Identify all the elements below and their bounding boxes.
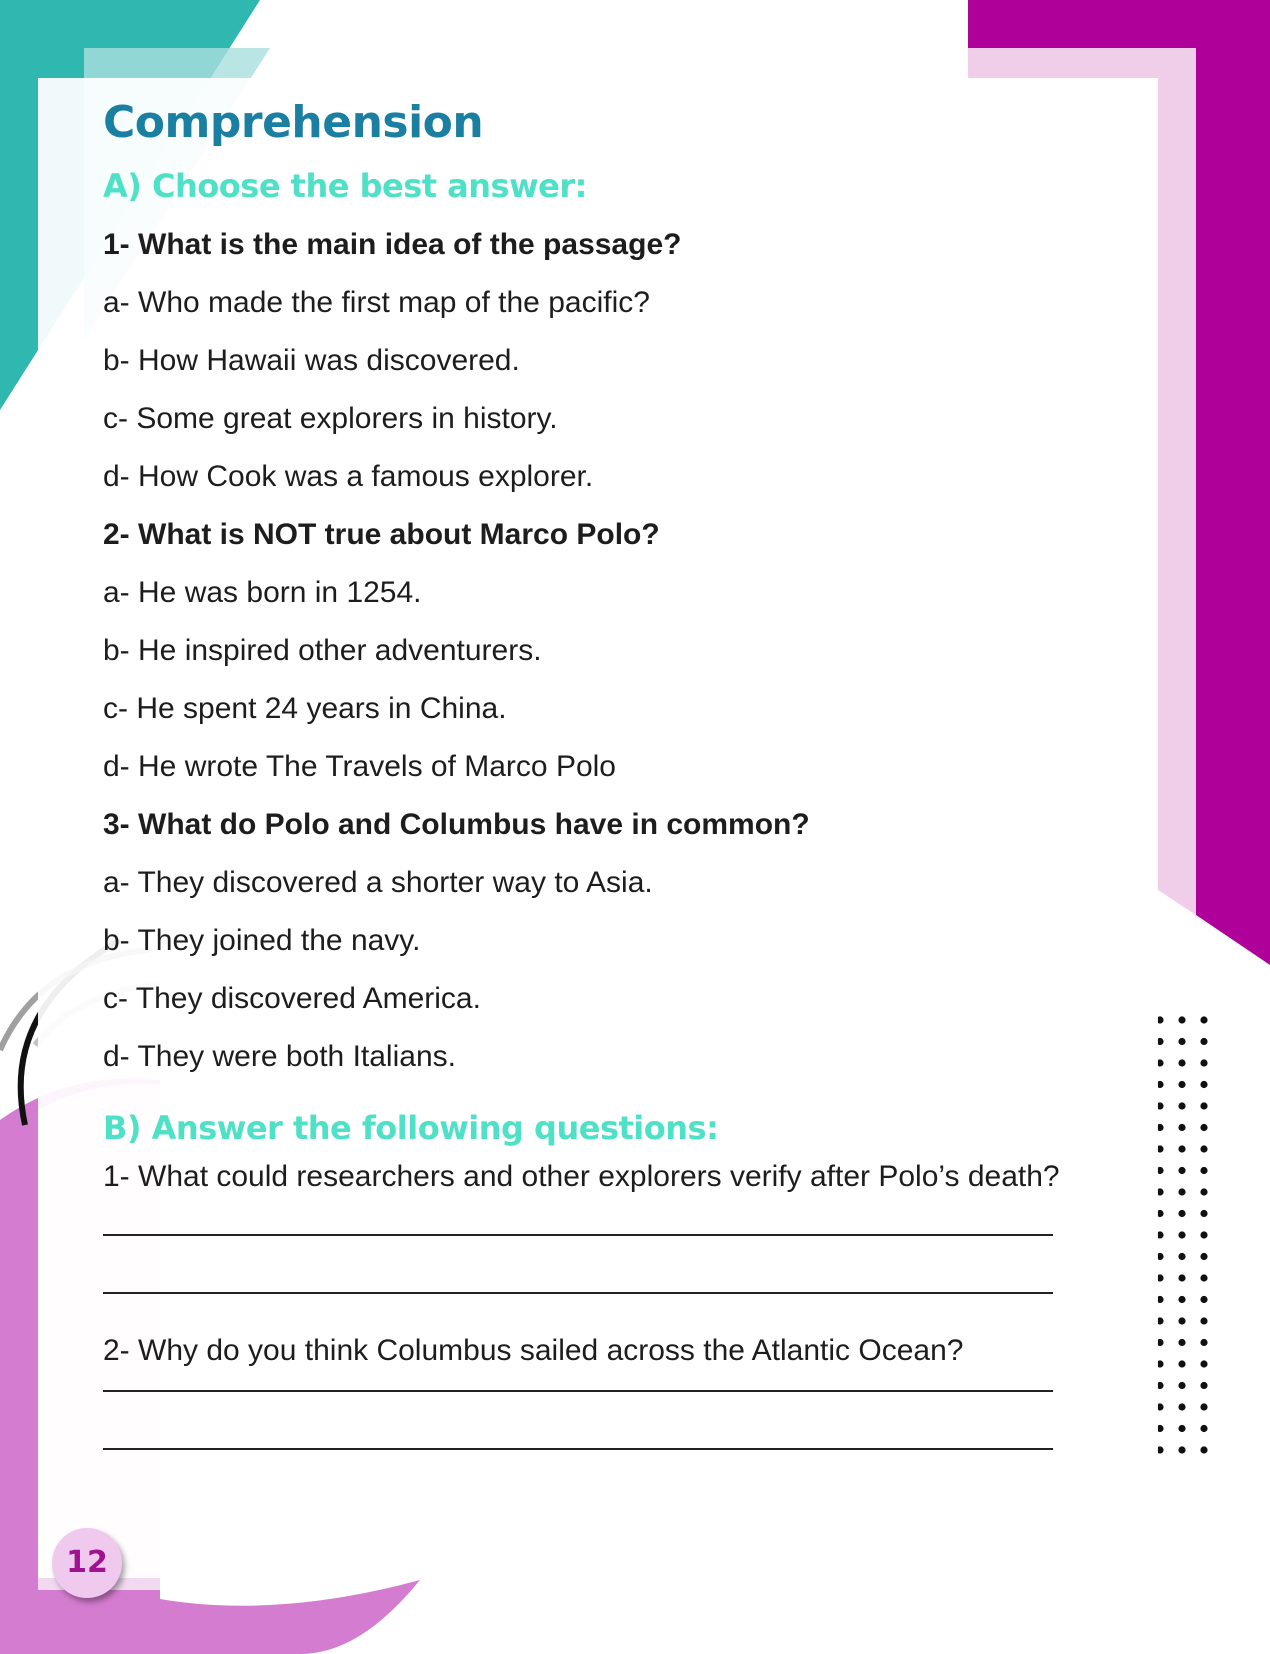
q1-option-c[interactable]: c- Some great explorers in history. bbox=[103, 402, 558, 435]
question-1: 1- What is the main idea of the passage? bbox=[103, 228, 682, 261]
q2-option-c[interactable]: c- He spent 24 years in China. bbox=[103, 692, 507, 725]
answer-line[interactable] bbox=[103, 1292, 1053, 1294]
page-number-badge: 12 bbox=[52, 1528, 122, 1598]
open-question-2: 2- Why do you think Columbus sailed across the Atlantic Ocean? bbox=[103, 1334, 964, 1367]
q1-option-d[interactable]: d- How Cook was a famous explorer. bbox=[103, 460, 594, 493]
q1-option-a[interactable]: a- Who made the first map of the pacific? bbox=[103, 286, 650, 319]
q2-option-a[interactable]: a- He was born in 1254. bbox=[103, 576, 422, 609]
q2-option-b[interactable]: b- He inspired other adventurers. bbox=[103, 634, 542, 667]
question-block-3 bbox=[103, 796, 1103, 1086]
answer-line[interactable] bbox=[103, 1448, 1053, 1450]
question-2: 2- What is NOT true about Marco Polo? bbox=[103, 518, 660, 551]
question-block-2 bbox=[103, 506, 1103, 796]
decorative-dot-grid bbox=[1150, 1010, 1220, 1470]
question-block-1 bbox=[103, 216, 1103, 506]
section-a-heading: A) Choose the best answer: bbox=[103, 167, 587, 205]
worksheet-content bbox=[103, 90, 1103, 1450]
q3-option-a[interactable]: a- They discovered a shorter way to Asia. bbox=[103, 866, 653, 899]
q3-option-b[interactable]: b- They joined the navy. bbox=[103, 924, 421, 957]
q2-option-d[interactable]: d- He wrote The Travels of Marco Polo bbox=[103, 750, 616, 783]
open-question-1: 1- What could researchers and other explorers verify after Polo’s death? bbox=[103, 1160, 1060, 1193]
question-3: 3- What do Polo and Columbus have in common? bbox=[103, 808, 810, 841]
answer-line[interactable] bbox=[103, 1390, 1053, 1392]
section-b-heading: B) Answer the following questions: bbox=[103, 1109, 719, 1147]
page-title: Comprehension bbox=[103, 97, 484, 148]
open-question-block-1 bbox=[103, 1160, 1103, 1294]
answer-line[interactable] bbox=[103, 1234, 1053, 1236]
open-question-block-2 bbox=[103, 1334, 1103, 1450]
q3-option-d[interactable]: d- They were both Italians. bbox=[103, 1040, 456, 1073]
q1-option-b[interactable]: b- How Hawaii was discovered. bbox=[103, 344, 520, 377]
q3-option-c[interactable]: c- They discovered America. bbox=[103, 982, 481, 1015]
